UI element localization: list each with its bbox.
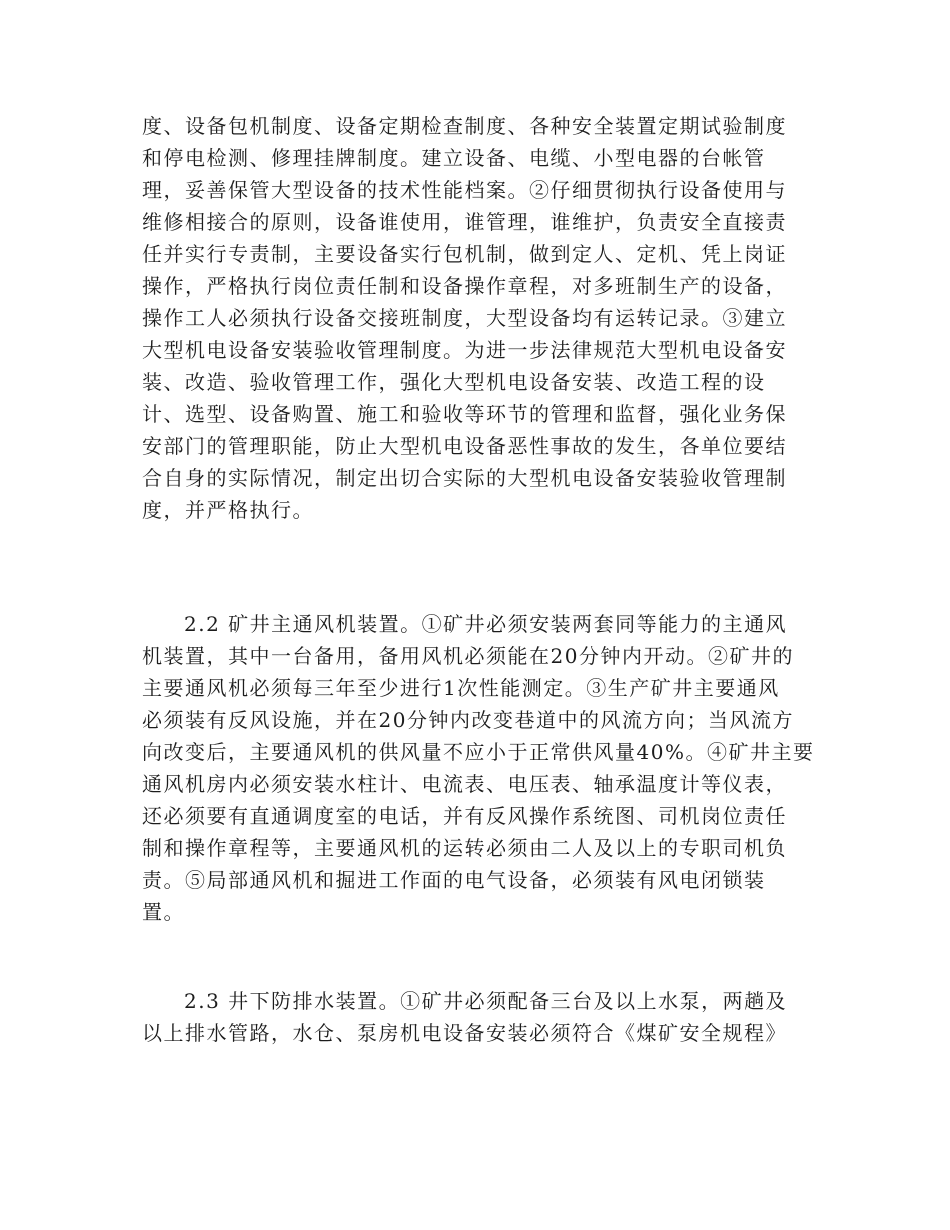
text-line: 度、设备包机制度、设备定期检查制度、各种安全装置定期试验制度 xyxy=(142,114,787,138)
text-line: 任并实行专责制，主要设备实行包机制，做到定人、定机、凭上岗证 xyxy=(142,242,787,266)
text-line: 度，并严格执行。 xyxy=(142,498,314,522)
text-line: 置。 xyxy=(142,900,185,924)
text-line: 合自身的实际情况，制定出切合实际的大型机电设备安装验收管理制 xyxy=(142,466,787,490)
text-line: 安部门的管理职能，防止大型机电设备恶性事故的发生，各单位要结 xyxy=(142,434,787,458)
text-line: 责。⑤局部通风机和掘进工作面的电气设备，必须装有风电闭锁装 xyxy=(142,868,766,892)
text-line: 通风机房内必须安装水柱计、电流表、电压表、轴承温度计等仪表， xyxy=(142,772,787,796)
paragraph-drainage xyxy=(142,985,822,1049)
text-line: 操作工人必须执行设备交接班制度，大型设备均有运转记录。③建立 xyxy=(142,306,787,330)
text-line: 装、改造、验收管理工作，强化大型机电设备安装、改造工程的设 xyxy=(142,370,766,394)
paragraph-equipment-management xyxy=(142,110,822,526)
text-line: 还必须要有直通调度室的电话，并有反风操作系统图、司机岗位责任 xyxy=(142,804,787,828)
text-line: 维修相接合的原则，设备谁使用，谁管理，谁维护，负责安全直接责 xyxy=(142,210,787,234)
text-line: 必须装有反风设施，并在20分钟内改变巷道中的风流方向；当风流方 xyxy=(142,708,794,732)
text-line: 制和操作章程等，主要通风机的运转必须由二人及以上的专职司机负 xyxy=(142,836,787,860)
paragraph-main-ventilator xyxy=(142,608,822,928)
text-line: 和停电检测、修理挂牌制度。建立设备、电缆、小型电器的台帐管 xyxy=(142,146,766,170)
text-line: 机装置，其中一台备用，备用风机必须能在20分钟内开动。②矿井的 xyxy=(142,644,794,668)
text-line: 操作，严格执行岗位责任制和设备操作章程，对多班制生产的设备， xyxy=(142,274,787,298)
text-line-first: 2.3 井下防排水装置。①矿井必须配备三台及以上水泵，两趟及 xyxy=(184,989,788,1013)
text-line: 理，妥善保管大型设备的技术性能档案。②仔细贯彻执行设备使用与 xyxy=(142,178,787,202)
text-line: 主要通风机必须每三年至少进行1次性能测定。③生产矿井主要通风 xyxy=(142,676,780,700)
text-line-first: 2.2 矿井主通风机装置。①矿井必须安装两套同等能力的主通风 xyxy=(184,612,788,636)
text-line: 以上排水管路，水仓、泵房机电设备安装必须符合《煤矿安全规程》 xyxy=(142,1021,787,1045)
text-line: 大型机电设备安装验收管理制度。为进一步法律规范大型机电设备安 xyxy=(142,338,787,362)
text-line: 向改变后，主要通风机的供风量不应小于正常供风量40%。④矿井主要 xyxy=(142,740,815,764)
text-line: 计、选型、设备购置、施工和验收等环节的管理和监督，强化业务保 xyxy=(142,402,787,426)
